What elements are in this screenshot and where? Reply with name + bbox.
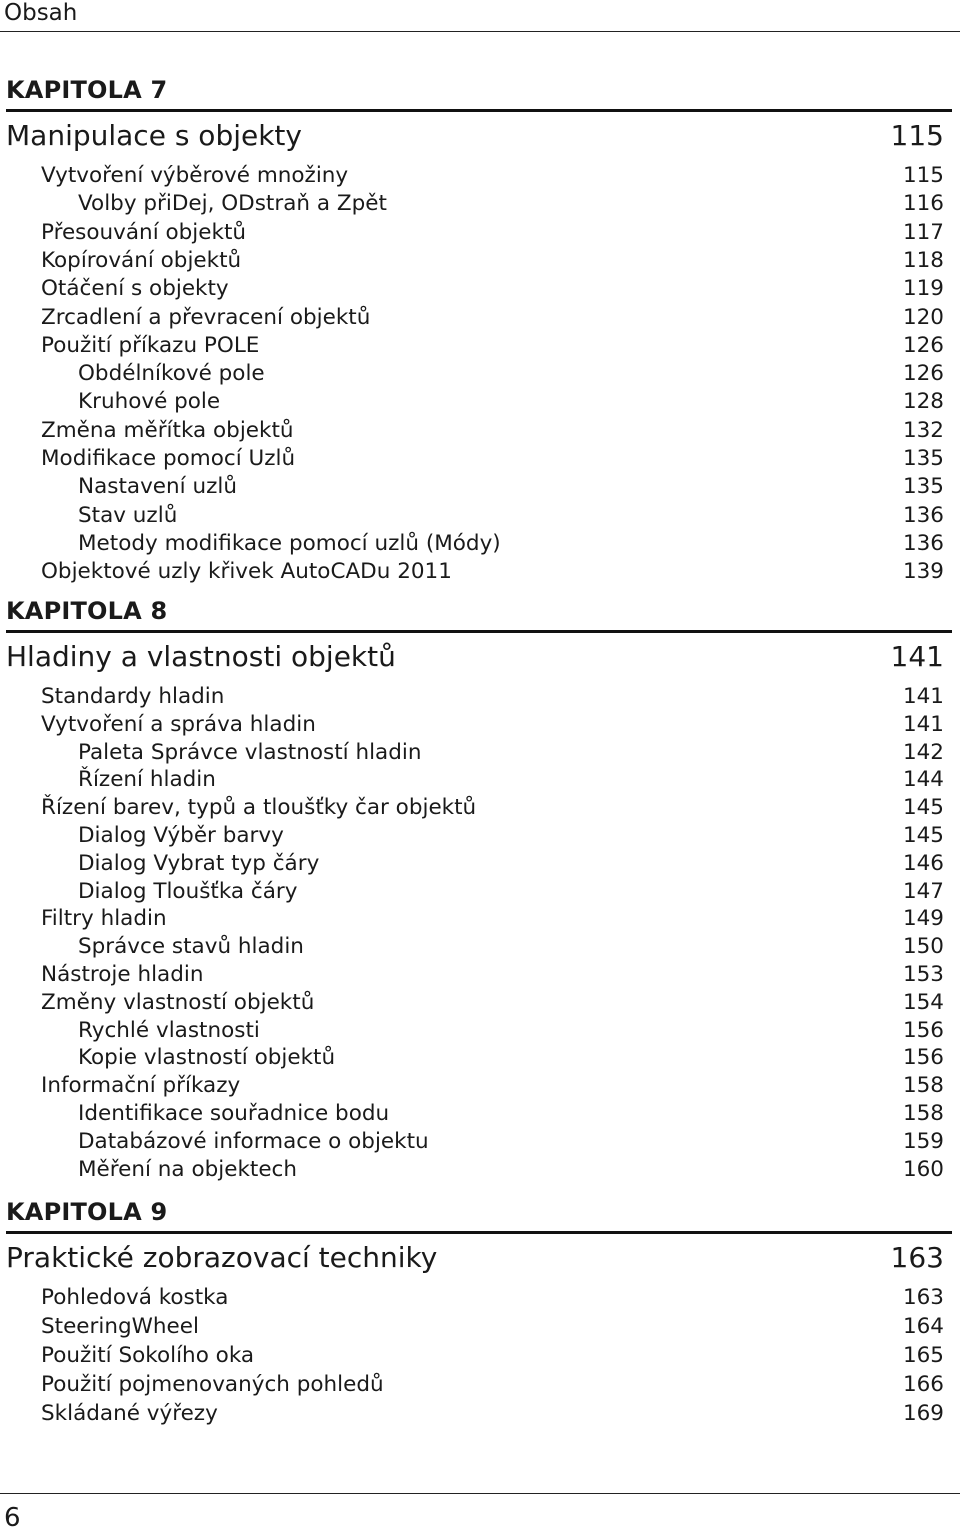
entry-page-number: 156 xyxy=(902,1017,944,1043)
toc-section-entry[interactable] xyxy=(0,906,944,934)
chapter-title-row[interactable] xyxy=(0,640,944,680)
entry-title: Standardy hladin xyxy=(41,684,225,709)
entry-page-number: 118 xyxy=(902,247,944,273)
chapter-title: Manipulace s objekty xyxy=(6,119,302,152)
toc-section-entry[interactable] xyxy=(0,1343,944,1371)
entry-title: SteeringWheel xyxy=(41,1314,199,1339)
chapter-page-number: 115 xyxy=(890,119,944,152)
entry-page-number: 119 xyxy=(902,276,944,302)
entry-page-number: 139 xyxy=(902,559,944,585)
entry-page-number: 136 xyxy=(902,530,944,556)
entry-page-number: 160 xyxy=(902,1156,944,1182)
entry-page-number: 141 xyxy=(902,711,944,737)
entry-title: Správce stavů hladin xyxy=(78,934,304,960)
chapter-title-row[interactable] xyxy=(0,1241,944,1281)
entry-page-number: 150 xyxy=(902,934,944,960)
toc-section-entry[interactable] xyxy=(0,163,944,191)
page-header xyxy=(0,0,960,34)
toc-subsection-entry[interactable] xyxy=(0,823,944,851)
entry-page-number: 165 xyxy=(902,1343,944,1368)
toc-subsection-entry[interactable] xyxy=(0,389,944,417)
footer-rule xyxy=(0,1493,960,1494)
entry-title: Informační příkazy xyxy=(41,1073,241,1099)
entry-title: Pohledová kostka xyxy=(41,1285,229,1310)
chapter-label: KAPITOLA 7 xyxy=(6,76,168,104)
toc-section-entry[interactable] xyxy=(0,220,944,248)
chapter-title: Hladiny a vlastnosti objektů xyxy=(6,640,396,673)
entry-page-number: 142 xyxy=(902,739,944,765)
entry-page-number: 169 xyxy=(902,1401,944,1426)
chapter-page-number: 163 xyxy=(890,1241,944,1274)
toc-subsection-entry[interactable] xyxy=(0,934,944,962)
entry-page-number: 147 xyxy=(902,878,944,904)
entry-page-number: 135 xyxy=(902,446,944,471)
footer-page-number: 6 xyxy=(4,1503,21,1533)
toc-section-entry[interactable] xyxy=(0,962,944,990)
entry-title: Použití Sokolího oka xyxy=(41,1343,255,1368)
toc-section-entry[interactable] xyxy=(0,333,944,361)
entry-page-number: 159 xyxy=(902,1128,944,1154)
entry-title: Modifikace pomocí Uzlů xyxy=(41,446,296,471)
toc-subsection-entry[interactable] xyxy=(0,1157,944,1185)
toc-subsection-entry[interactable] xyxy=(0,1045,944,1073)
entry-title: Zrcadlení a převracení objektů xyxy=(41,304,371,330)
entry-page-number: 154 xyxy=(902,989,944,1015)
chapter-rule xyxy=(6,109,952,112)
entry-page-number: 128 xyxy=(902,389,944,415)
toc-subsection-entry[interactable] xyxy=(0,1129,944,1157)
entry-title: Dialog Tloušťka čáry xyxy=(78,878,298,904)
toc-subsection-entry[interactable] xyxy=(0,1101,944,1129)
header-rule xyxy=(0,31,960,32)
entry-page-number: 149 xyxy=(902,906,944,932)
entry-title: Kopie vlastností objektů xyxy=(78,1045,336,1071)
chapter-label: KAPITOLA 9 xyxy=(6,1198,168,1226)
toc-section-entry[interactable] xyxy=(0,990,944,1018)
entry-page-number: 166 xyxy=(902,1372,944,1397)
toc-section-entry[interactable] xyxy=(0,1401,944,1429)
entry-title: Řízení barev, typů a tloušťky čar objektů xyxy=(41,795,477,821)
entry-page-number: 145 xyxy=(902,823,944,848)
toc-subsection-entry[interactable] xyxy=(0,503,944,531)
toc-subsection-entry[interactable] xyxy=(0,531,944,559)
toc-subsection-entry[interactable] xyxy=(0,740,944,768)
entry-title: Použití příkazu POLE xyxy=(41,332,260,358)
entry-page-number: 158 xyxy=(902,1073,944,1099)
toc-section-entry[interactable] xyxy=(0,684,944,712)
toc-subsection-entry[interactable] xyxy=(0,767,944,795)
toc-subsection-entry[interactable] xyxy=(0,1018,944,1046)
entry-title: Stav uzlů xyxy=(78,502,178,528)
entry-title: Rychlé vlastnosti xyxy=(78,1017,260,1043)
toc-section-entry[interactable] xyxy=(0,418,944,446)
entry-page-number: 153 xyxy=(902,962,944,987)
entry-page-number: 163 xyxy=(902,1285,944,1310)
entry-title: Identifikace souřadnice bodu xyxy=(78,1101,390,1126)
toc-section-entry[interactable] xyxy=(0,559,944,587)
toc-section-entry[interactable] xyxy=(0,276,944,304)
entry-title: Dialog Výběr barvy xyxy=(78,823,284,848)
entry-title: Měření na objektech xyxy=(78,1156,297,1182)
entry-title: Změna měřítka objektů xyxy=(41,417,294,443)
toc-section-entry[interactable] xyxy=(0,1314,944,1342)
entry-page-number: 135 xyxy=(902,474,944,500)
entry-page-number: 132 xyxy=(902,417,944,443)
chapter-label: KAPITOLA 8 xyxy=(6,597,168,625)
entry-title: Obdélníkové pole xyxy=(78,361,265,387)
toc-subsection-entry[interactable] xyxy=(0,361,944,389)
entry-title: Databázové informace o objektu xyxy=(78,1128,429,1154)
entry-page-number: 126 xyxy=(902,332,944,358)
entry-title: Filtry hladin xyxy=(41,906,167,932)
entry-page-number: 116 xyxy=(902,191,944,217)
toc-section-entry[interactable] xyxy=(0,1073,944,1101)
entry-title: Vytvoření a správa hladin xyxy=(41,711,316,737)
toc-section-entry[interactable] xyxy=(0,446,944,474)
entry-page-number: 146 xyxy=(902,850,944,876)
toc-section-entry[interactable] xyxy=(0,1372,944,1400)
entry-title: Otáčení s objekty xyxy=(41,276,229,302)
entry-title: Metody modifikace pomocí uzlů (Módy) xyxy=(78,530,501,556)
entry-page-number: 156 xyxy=(902,1045,944,1071)
entry-title: Použití pojmenovaných pohledů xyxy=(41,1372,384,1397)
toc-section-entry[interactable] xyxy=(0,248,944,276)
toc-subsection-entry[interactable] xyxy=(0,851,944,879)
toc-section-entry[interactable] xyxy=(0,795,944,823)
entry-title: Skládané výřezy xyxy=(41,1401,218,1426)
toc-subsection-entry[interactable] xyxy=(0,191,944,219)
toc-subsection-entry[interactable] xyxy=(0,474,944,502)
header-title: Obsah xyxy=(4,0,78,26)
entry-page-number: 158 xyxy=(902,1101,944,1126)
toc-section-entry[interactable] xyxy=(0,1285,944,1313)
chapter-title: Praktické zobrazovací techniky xyxy=(6,1241,438,1274)
entry-title: Dialog Vybrat typ čáry xyxy=(78,850,320,876)
chapter-rule xyxy=(6,1231,952,1234)
entry-title: Nástroje hladin xyxy=(41,962,204,987)
chapter-page-number: 141 xyxy=(890,640,944,673)
entry-title: Změny vlastností objektů xyxy=(41,989,315,1015)
entry-title: Vytvoření výběrové množiny xyxy=(41,163,349,188)
chapter-title-row[interactable] xyxy=(0,119,944,159)
entry-page-number: 117 xyxy=(902,219,944,245)
toc-section-entry[interactable] xyxy=(0,305,944,333)
entry-title: Přesouvání objektů xyxy=(41,219,247,245)
entry-page-number: 145 xyxy=(902,795,944,821)
entry-page-number: 120 xyxy=(902,304,944,330)
entry-page-number: 115 xyxy=(902,163,944,188)
entry-page-number: 144 xyxy=(902,767,944,793)
entry-title: Řízení hladin xyxy=(78,767,216,793)
entry-title: Volby přiDej, ODstraň a Zpět xyxy=(78,191,387,217)
entry-title: Paleta Správce vlastností hladin xyxy=(78,739,422,765)
entry-page-number: 136 xyxy=(902,502,944,528)
entry-page-number: 126 xyxy=(902,361,944,387)
entry-page-number: 164 xyxy=(902,1314,944,1339)
toc-subsection-entry[interactable] xyxy=(0,879,944,907)
toc-section-entry[interactable] xyxy=(0,712,944,740)
entry-title: Kopírování objektů xyxy=(41,247,242,273)
chapter-rule xyxy=(6,630,952,633)
entry-title: Nastavení uzlů xyxy=(78,474,237,500)
entry-title: Objektové uzly křivek AutoCADu 2011 xyxy=(41,559,452,585)
entry-title: Kruhové pole xyxy=(78,389,221,415)
entry-page-number: 141 xyxy=(902,684,944,709)
